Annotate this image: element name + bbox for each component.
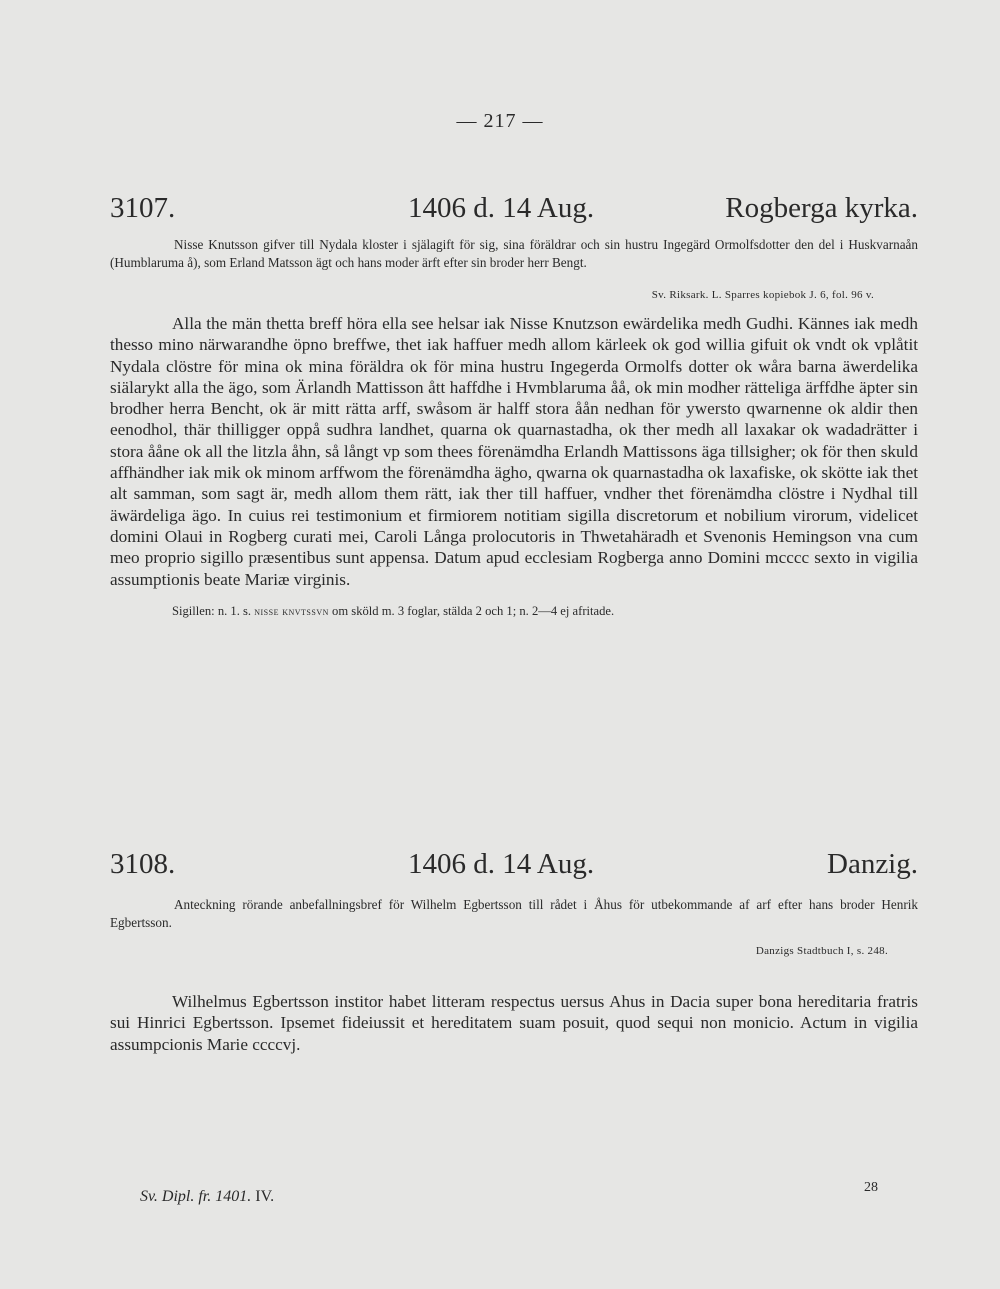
footer-sheet-number: 28	[864, 1180, 878, 1195]
entry-header	[110, 848, 918, 888]
entry-summary: Nisse Knutsson gifver till Nydala kloster i själagift för sig, sina föräldrar och sin hustru Ingegärd Ormolfsdotter den del i Huskvarnaån (Humblaruma å), som Erland Matsson ägt och hans moder ärft efter sin broder herr Bengt.	[110, 237, 918, 270]
charter-entry-3107	[110, 192, 918, 619]
footer-series-title: Sv. Dipl. fr. 1401.	[140, 1188, 252, 1205]
page-number: — 217 —	[456, 110, 544, 132]
entry-number: 3107.	[110, 192, 176, 224]
charter-text: Wilhelmus Egbertsson institor habet litteram respectus uersus Ahus in Dacia super bona hereditaria fratris sui Hinrici Egbertsson. Ipsemet fideiussit et hereditatem suam posuit, quod sequi non monicio. Actum in vigilia assumpcionis Marie ccccvj.	[110, 992, 918, 1054]
seals-prefix: Sigillen: n. 1. s.	[172, 603, 252, 618]
footer-series	[140, 1188, 274, 1206]
entry-place: Danzig.	[827, 848, 918, 880]
entry-source: Danzigs Stadtbuch I, s. 248.	[755, 945, 888, 957]
entry-number: 3108.	[110, 848, 176, 880]
seals-note	[110, 604, 918, 619]
charter-text: Alla the män thetta breff höra ella see helsar iak Nisse Knutzson ewärdelika medh Gudhi. Kännes iak medh thesso mino närwarandhe öpno breffwe, thet iak haffuer medh allom kärleek ok god willia gifuit ok vndt ok vplåtit Nydala clöstre för mina ok mina föräldra ok för mina hustru Ingegerda Ormolfs dotter ok wåra barna äwerdelika siälarykt alla the ägo, som Ärlandh Mattisson ått haffdhe i Hvmblaruma åå, ok min modher rätteliga ärffdhe äpter sin brodher herra Bencht, ok är mitt rätta arff, swåsom är halff stora åån nedhan för ywersto qwarnenne ok aldir then eenodhol, thär thilligger oppå sudhra landhet, quarna ok quarnastadha, ok ther medh all laxakar ok wadadrätter i stora ååne ok all the litzla åhn, så långt vp som thees förenämdha Erlandh Mattissons äga tillsigher; ok för then skuld affhändher iak mik ok minom arffwom the förenämdha ägho, qwarna ok quarnastadha ok laxafiske, ok skötte iak thet alt samman, som sagt är, medh allom them rätt, iak ther till haffuer, vndher thet förenämdha clöstre i Nydhal till äwärdeliga ägo. In cuius rei testimonium et firmiorem notitiam sigilla discretorum et nobilium virorum, videlicet domini Olaui in Rogberg curati mei, Caroli Långa prolocutoris in Thwetahäradh et Svenonis Hemingson vna cum meo proprio sigillo præsentibus sunt appensa. Datum apud ecclesiam Rogberga anno Domini mcccc sexto in vigilia assumptionis beate Mariæ virginis.	[110, 314, 918, 589]
footer-volume: IV.	[255, 1188, 275, 1205]
entry-summary: Anteckning rörande anbefallningsbref för Wilhelm Egbertsson till rådet i Åhus för utbekommande af arf efter hans broder Henrik Egbertsson.	[110, 897, 918, 930]
entry-source: Sv. Riksark. L. Sparres kopiebok J. 6, fol. 96 v.	[651, 289, 874, 301]
seals-suffix: om sköld m. 3 foglar, stälda 2 och 1; n. 2—4 ej afritade.	[332, 603, 615, 618]
entry-date: 1406 d. 14 Aug.	[408, 192, 595, 224]
seals-legend: nisse knvtssvn	[254, 605, 329, 618]
entry-place: Rogberga kyrka.	[725, 192, 918, 224]
charter-entry-3108	[110, 848, 918, 1055]
entry-date: 1406 d. 14 Aug.	[408, 848, 595, 880]
entry-header	[110, 192, 918, 232]
